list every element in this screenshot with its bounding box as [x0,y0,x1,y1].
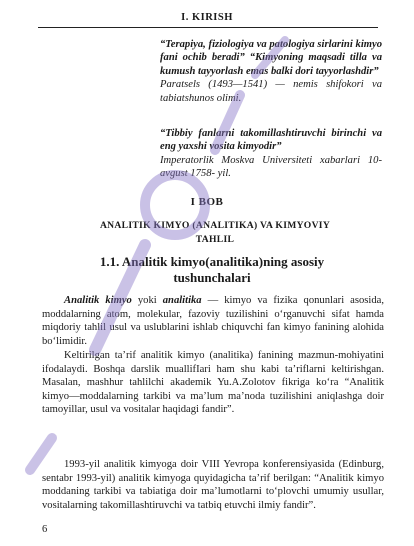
epigraph-quote: “Terapiya, fiziologiya va patologiya sirlarini kimyo fani ochib beradi” “Kimyoning maqsadi tilla va kumush tayyorlash emas balki dori tayyorlashdir” [160,39,382,77]
term-analytic-chemistry: Analitik kimyo [64,295,132,306]
epigraph-quote: “Tibbiy fanlarni takomillashtiruvchi birinchi va eng yaxshi vosita kimyodir” [160,128,382,153]
epigraph-moscow-university [160,127,382,181]
paragraph-text: — kimyo va fizika qonunlari asosida, moddalarning atom, molekular, fazoviy tuzilishini o‘rganuvchi sifat hamda miqdoriy tahlil usul va uslublarini ishlab chiquvchi fan kimyo fanining alohida bo‘limidir. [42,295,385,347]
epigraph-paracelsus [160,38,382,105]
chapter-heading: I BOB [190,196,224,208]
body-paragraph: Keltirilgan ta’rif analitik kimyo (analitika) fanining mazmun-mohiyatini ifodalaydi. Boshqa darslik muallifIari ham shu kabi ta’riflarni keltirishgan. Masalan, mashhur tahlilchi akademik Yu.A.Zolotov fikriga ko‘ra “Analitik kimyo—moddalarning tarkibi va ma’lum ma’noda tuzilishini aniqlashga doir tamoyillar, usul va vositalar haqidagi fandir”. [42,350,384,416]
body-paragraph: 1993-yil analitik kimyoga doir VIII Yevropa konferensiyasida (Edinburg, sentabr 1993-yil) analitik kimyoga quyidagicha ta’rif berilgan: “Analitik kimyo moddaning tarkibi va tabiatiga doir ma’lumotlarni to‘plovchi umumiy usullar, vositalarning takomillashtiruvchi va tatbiq etuvchi ilmiy fandir”. [42,459,384,511]
header-rule [38,27,378,28]
body-paragraph [42,294,384,348]
epigraph-source: Paratsels (1493—1541) — nemis shifokori va tabiatshunos olimi. [160,79,382,104]
epigraph-source: Imperatorlik Moskva Universiteti xabarlari 10- avgust 1758- yil. [160,154,382,180]
running-head: I. KIRISH [181,12,233,23]
page-number: 6 [42,524,48,535]
term-analytics: analitika [162,295,202,306]
section-title: 1.1. Analitik kimyo(analitika)ning asosiy tushunchalari [99,254,325,285]
chapter-title: ANALITIK KIMYO (ANALITIKA) VA KIMYOVIY TAHLIL [99,220,331,245]
paragraph-text: yoki [131,295,163,306]
